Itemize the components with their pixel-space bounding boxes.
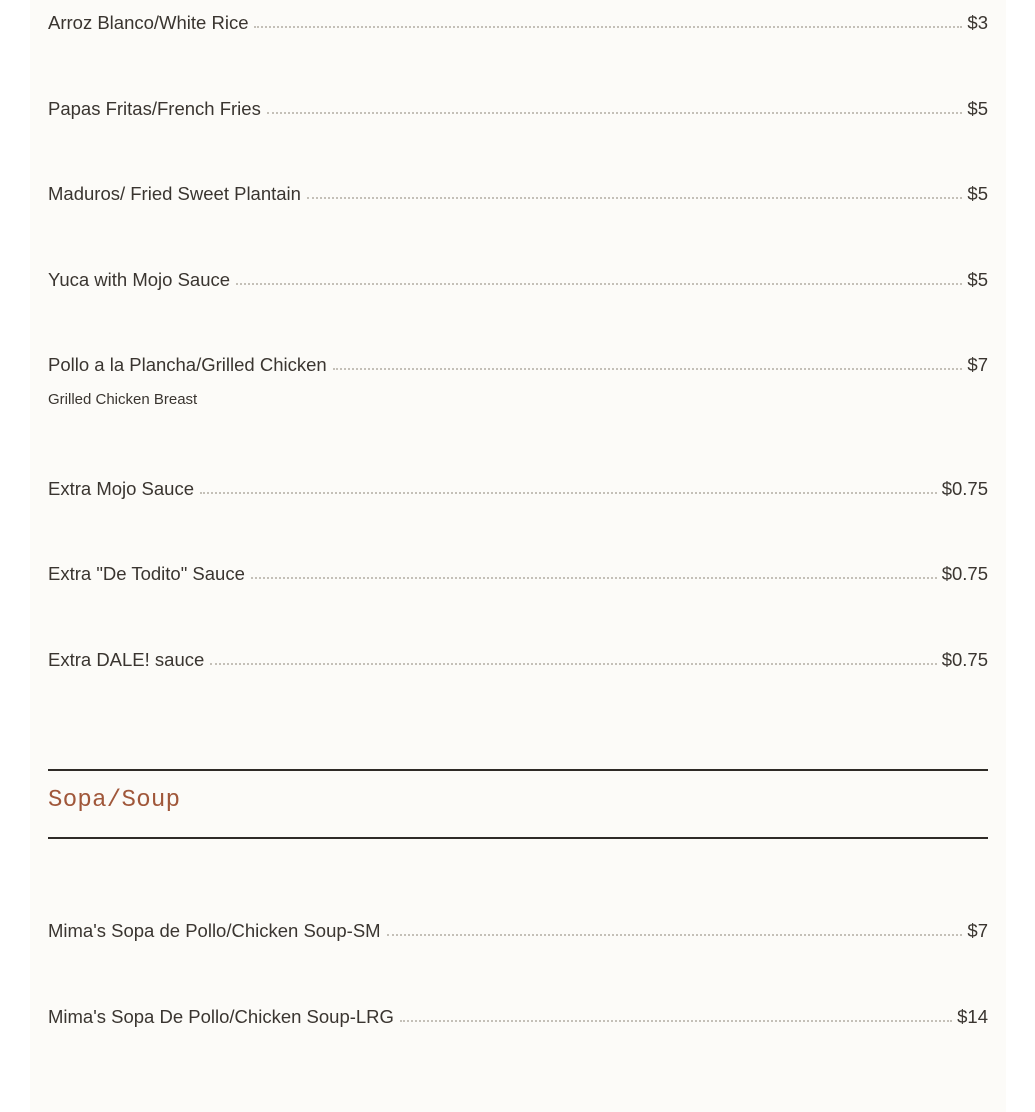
menu-item-name: Mima's Sopa de Pollo/Chicken Soup-SM bbox=[48, 919, 381, 941]
menu-item-name: Extra "De Todito" Sauce bbox=[48, 562, 245, 584]
section-divider-top bbox=[48, 769, 988, 771]
menu-item-chicken-soup-lrg[interactable] bbox=[48, 996, 988, 1026]
dotted-leader bbox=[200, 492, 937, 494]
menu-item-name: Pollo a la Plancha/Grilled Chicken bbox=[48, 353, 327, 375]
menu-item-name: Yuca with Mojo Sauce bbox=[48, 268, 231, 290]
menu-item-french-fries[interactable] bbox=[48, 88, 988, 118]
menu-item-price: $5 bbox=[967, 97, 988, 119]
dotted-leader bbox=[333, 368, 963, 370]
menu-item-extra-de-todito-sauce[interactable] bbox=[48, 553, 988, 583]
menu-item-fried-sweet-plantain[interactable] bbox=[48, 173, 988, 203]
section-title: Sopa/Soup bbox=[48, 787, 181, 814]
menu-item-price: $14 bbox=[957, 1005, 988, 1027]
menu-item-price: $5 bbox=[967, 268, 988, 290]
menu-item-price: $0.75 bbox=[941, 477, 988, 499]
dotted-leader bbox=[236, 283, 962, 285]
menu-item-chicken-soup-sm[interactable] bbox=[48, 910, 988, 940]
dotted-leader bbox=[387, 934, 963, 936]
menu-item-extra-dale-sauce[interactable] bbox=[48, 639, 988, 669]
menu-item-price: $0.75 bbox=[941, 648, 988, 670]
menu-item-price: $7 bbox=[967, 353, 988, 375]
menu-item-description: Grilled Chicken Breast bbox=[48, 391, 198, 408]
menu-item-white-rice[interactable] bbox=[48, 2, 988, 32]
menu-item-price: $7 bbox=[967, 919, 988, 941]
dotted-leader bbox=[210, 663, 936, 665]
dotted-leader bbox=[251, 577, 937, 579]
menu-item-name: Extra DALE! sauce bbox=[48, 648, 205, 670]
menu-item-name: Papas Fritas/French Fries bbox=[48, 97, 261, 119]
dotted-leader bbox=[307, 197, 962, 199]
menu-item-name: Extra Mojo Sauce bbox=[48, 477, 195, 499]
dotted-leader bbox=[267, 112, 963, 114]
dotted-leader bbox=[254, 26, 962, 28]
menu-item-price: $5 bbox=[967, 182, 988, 204]
menu-item-price: $0.75 bbox=[941, 562, 988, 584]
menu-item-price: $3 bbox=[967, 11, 988, 33]
menu-item-name: Arroz Blanco/White Rice bbox=[48, 11, 249, 33]
dotted-leader bbox=[400, 1020, 952, 1022]
menu-item-name: Maduros/ Fried Sweet Plantain bbox=[48, 182, 301, 204]
menu-item-grilled-chicken[interactable] bbox=[48, 344, 988, 374]
menu-item-extra-mojo-sauce[interactable] bbox=[48, 468, 988, 498]
menu-item-name: Mima's Sopa De Pollo/Chicken Soup-LRG bbox=[48, 1005, 394, 1027]
menu-item-yuca-mojo[interactable] bbox=[48, 259, 988, 289]
section-divider-bottom bbox=[48, 837, 988, 839]
